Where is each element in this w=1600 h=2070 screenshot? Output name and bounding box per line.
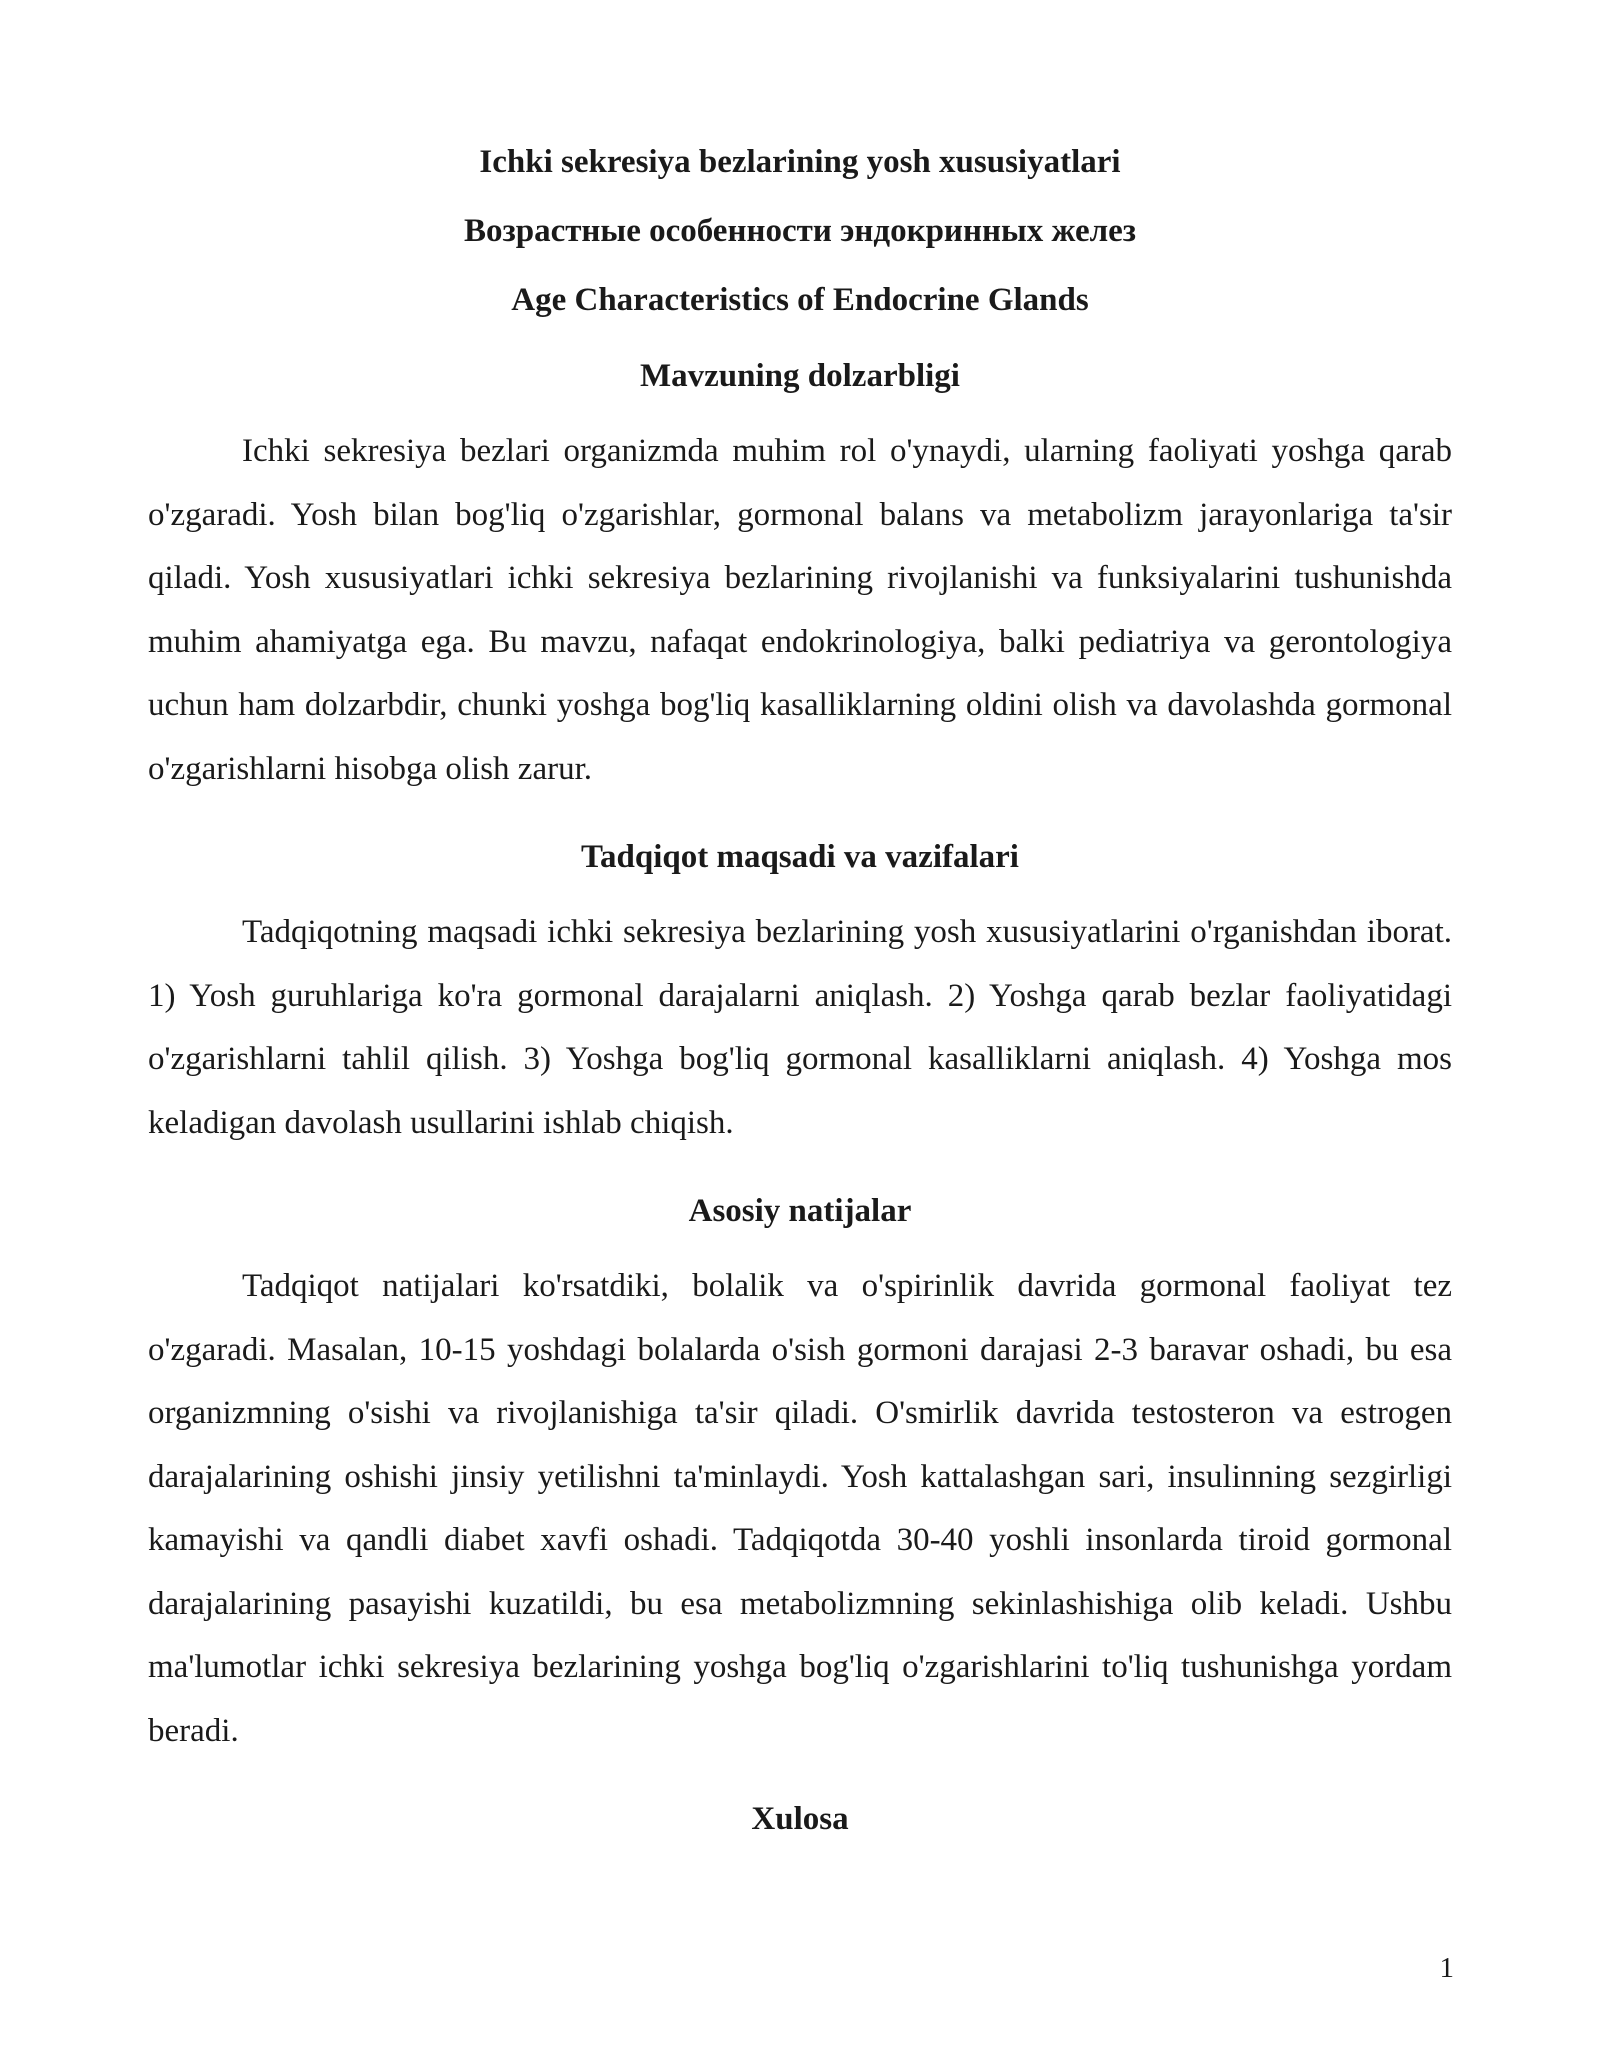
page-number: 1 bbox=[1439, 1952, 1454, 1984]
section-heading-results: Asosiy natijalar bbox=[688, 1193, 912, 1229]
document-page bbox=[148, 140, 1452, 1841]
section-paragraph-relevance: Ichki sekresiya bezlari organizmda muhim rol o'ynaydi, ularning faoliyati yoshga qarab o'zgaradi. Yosh bilan bog'liq o'zgarishlar, gormonal balans va metabolizm jarayonlariga ta'sir qiladi. Yosh xususiyatlari ichki sekresiya bezlarining rivojlanishi va funksiyalarini tushunishda muhim ahamiyatga ega. Bu mavzu, nafaqat endokrinologiya, balki pediatriya va gerontologiya uchun ham dolzarbdir, chunki yoshga bog'liq kasalliklarning oldini olish va davolashda gormonal o'zgarishlarni hisobga olish zarur. bbox=[148, 433, 1452, 787]
title-uzbek: Ichki sekresiya bezlarining yosh xususiyatlari bbox=[479, 144, 1121, 180]
section-paragraph-goals: Tadqiqotning maqsadi ichki sekresiya bezlarining yosh xususiyatlarini o'rganishdan iborat. 1) Yosh guruhlariga ko'ra gormonal darajalarni aniqlash. 2) Yoshga qarab bezlar faoliyatidagi o'zgarishlarni tahlil qilish. 3) Yoshga bog'liq gormonal kasalliklarni aniqlash. 4) Yoshga mos keladigan davolash usullarini ishlab chiqish. bbox=[148, 914, 1452, 1141]
title-russian: Возрастные особенности эндокринных желез bbox=[463, 213, 1137, 249]
section-heading-conclusion: Xulosa bbox=[751, 1801, 849, 1837]
title-english: Age Characteristics of Endocrine Glands bbox=[511, 282, 1089, 318]
section-heading-goals: Tadqiqot maqsadi va vazifalari bbox=[581, 839, 1019, 875]
section-heading-relevance: Mavzuning dolzarbligi bbox=[640, 358, 960, 394]
section-paragraph-results: Tadqiqot natijalari ko'rsatdiki, bolalik va o'spirinlik davrida gormonal faoliyat tez o'zgaradi. Masalan, 10-15 yoshdagi bolalarda o'sish gormoni darajasi 2-3 baravar oshadi, bu esa organizmning o'sishi va rivojlanishiga ta'sir qiladi. O'smirlik davrida testosteron va estrogen darajalarining oshishi jinsiy yetilishni ta'minlaydi. Yosh kattalashgan sari, insulinning sezgirligi kamayishi va qandli diabet xavfi oshadi. Tadqiqotda 30-40 yoshli insonlarda tiroid gormonal darajalarining pasayishi kuzatildi, bu esa metabolizmning sekinlashishiga olib keladi. Ushbu ma'lumotlar ichki sekresiya bezlarining yoshga bog'liq o'zgarishlarini to'liq tushunishga yordam beradi. bbox=[148, 1268, 1452, 1749]
